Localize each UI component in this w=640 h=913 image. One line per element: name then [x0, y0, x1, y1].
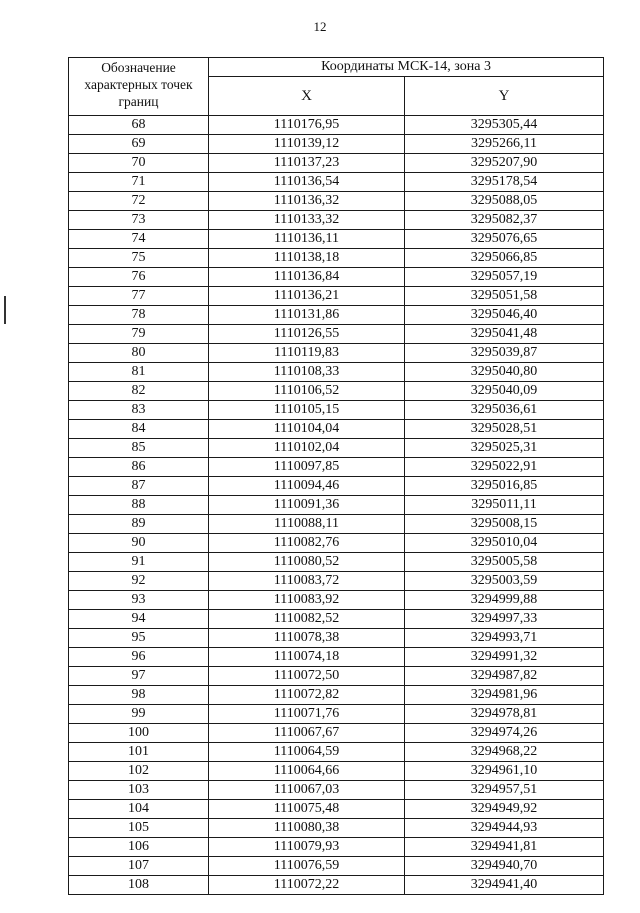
table-row: [69, 420, 604, 439]
point-number-cell: 82: [69, 382, 209, 401]
x-coordinate-cell: 1110136,21: [209, 287, 405, 306]
table-row: [69, 249, 604, 268]
x-coordinate-cell: 1110139,12: [209, 135, 405, 154]
y-coordinate-cell: 3295066,85: [405, 249, 604, 268]
y-coordinate-cell: 3295207,90: [405, 154, 604, 173]
x-coordinate-cell: 1110072,82: [209, 686, 405, 705]
table-row: [69, 534, 604, 553]
point-number-cell: 98: [69, 686, 209, 705]
y-coordinate-cell: 3295010,04: [405, 534, 604, 553]
x-coordinate-cell: 1110094,46: [209, 477, 405, 496]
point-number-cell: 102: [69, 762, 209, 781]
coordinates-table-container: [68, 57, 604, 895]
table-row: [69, 306, 604, 325]
x-coordinate-cell: 1110079,93: [209, 838, 405, 857]
point-number-cell: 68: [69, 116, 209, 135]
x-coordinate-cell: 1110088,11: [209, 515, 405, 534]
header-coordinates-system: Координаты МСК-14, зона 3: [209, 58, 604, 77]
x-coordinate-cell: 1110064,66: [209, 762, 405, 781]
table-row: [69, 857, 604, 876]
header-y: Y: [405, 77, 604, 116]
x-coordinate-cell: 1110133,32: [209, 211, 405, 230]
y-coordinate-cell: 3294941,40: [405, 876, 604, 895]
table-row: [69, 401, 604, 420]
x-coordinate-cell: 1110072,22: [209, 876, 405, 895]
table-row: [69, 762, 604, 781]
point-number-cell: 108: [69, 876, 209, 895]
table-row: [69, 230, 604, 249]
point-number-cell: 78: [69, 306, 209, 325]
table-row: [69, 477, 604, 496]
table-row: [69, 610, 604, 629]
y-coordinate-cell: 3295051,58: [405, 287, 604, 306]
x-coordinate-cell: 1110136,32: [209, 192, 405, 211]
table-row: [69, 876, 604, 895]
y-coordinate-cell: 3294961,10: [405, 762, 604, 781]
point-number-cell: 80: [69, 344, 209, 363]
point-number-cell: 92: [69, 572, 209, 591]
table-row: [69, 496, 604, 515]
table-row: [69, 553, 604, 572]
y-coordinate-cell: 3295039,87: [405, 344, 604, 363]
table-row: [69, 705, 604, 724]
x-coordinate-cell: 1110136,54: [209, 173, 405, 192]
x-coordinate-cell: 1110064,59: [209, 743, 405, 762]
y-coordinate-cell: 3295022,91: [405, 458, 604, 477]
table-row: [69, 648, 604, 667]
x-coordinate-cell: 1110136,84: [209, 268, 405, 287]
y-coordinate-cell: 3295036,61: [405, 401, 604, 420]
point-number-cell: 93: [69, 591, 209, 610]
y-coordinate-cell: 3295005,58: [405, 553, 604, 572]
y-coordinate-cell: 3295028,51: [405, 420, 604, 439]
table-row: [69, 819, 604, 838]
table-row: [69, 724, 604, 743]
y-coordinate-cell: 3295003,59: [405, 572, 604, 591]
coordinates-table-body: [69, 116, 604, 895]
coordinates-table: [68, 57, 604, 895]
x-coordinate-cell: 1110067,67: [209, 724, 405, 743]
x-coordinate-cell: 1110076,59: [209, 857, 405, 876]
x-coordinate-cell: 1110136,11: [209, 230, 405, 249]
table-row: [69, 268, 604, 287]
y-coordinate-cell: 3295040,09: [405, 382, 604, 401]
point-number-cell: 87: [69, 477, 209, 496]
y-coordinate-cell: 3294999,88: [405, 591, 604, 610]
x-coordinate-cell: 1110097,85: [209, 458, 405, 477]
point-number-cell: 105: [69, 819, 209, 838]
y-coordinate-cell: 3295076,65: [405, 230, 604, 249]
table-row: [69, 363, 604, 382]
x-coordinate-cell: 1110106,52: [209, 382, 405, 401]
point-number-cell: 69: [69, 135, 209, 154]
point-number-cell: 91: [69, 553, 209, 572]
y-coordinate-cell: 3295266,11: [405, 135, 604, 154]
y-coordinate-cell: 3294949,92: [405, 800, 604, 819]
page-number: 12: [313, 19, 327, 34]
x-coordinate-cell: 1110176,95: [209, 116, 405, 135]
table-row: [69, 838, 604, 857]
y-coordinate-cell: 3294997,33: [405, 610, 604, 629]
point-number-cell: 95: [69, 629, 209, 648]
table-row: [69, 781, 604, 800]
table-row: [69, 287, 604, 306]
y-coordinate-cell: 3294941,81: [405, 838, 604, 857]
header-point-designation: Обозначение характерных точек границ: [69, 58, 209, 116]
x-coordinate-cell: 1110104,04: [209, 420, 405, 439]
y-coordinate-cell: 3294991,32: [405, 648, 604, 667]
y-coordinate-cell: 3295040,80: [405, 363, 604, 382]
y-coordinate-cell: 3295088,05: [405, 192, 604, 211]
point-number-cell: 100: [69, 724, 209, 743]
point-number-cell: 73: [69, 211, 209, 230]
y-coordinate-cell: 3295178,54: [405, 173, 604, 192]
x-coordinate-cell: 1110138,18: [209, 249, 405, 268]
point-number-cell: 84: [69, 420, 209, 439]
x-coordinate-cell: 1110075,48: [209, 800, 405, 819]
x-coordinate-cell: 1110080,38: [209, 819, 405, 838]
table-row: [69, 154, 604, 173]
table-row: [69, 629, 604, 648]
y-coordinate-cell: 3294993,71: [405, 629, 604, 648]
point-number-cell: 83: [69, 401, 209, 420]
point-number-cell: 107: [69, 857, 209, 876]
table-row: [69, 211, 604, 230]
table-row: [69, 135, 604, 154]
point-number-cell: 104: [69, 800, 209, 819]
x-coordinate-cell: 1110067,03: [209, 781, 405, 800]
point-number-cell: 96: [69, 648, 209, 667]
x-coordinate-cell: 1110131,86: [209, 306, 405, 325]
table-row: [69, 325, 604, 344]
scan-edge-mark: [4, 296, 6, 324]
table-row: [69, 743, 604, 762]
y-coordinate-cell: 3295046,40: [405, 306, 604, 325]
point-number-cell: 103: [69, 781, 209, 800]
point-number-cell: 88: [69, 496, 209, 515]
point-number-cell: 79: [69, 325, 209, 344]
point-number-cell: 76: [69, 268, 209, 287]
table-row: [69, 515, 604, 534]
x-coordinate-cell: 1110080,52: [209, 553, 405, 572]
point-number-cell: 70: [69, 154, 209, 173]
point-number-cell: 97: [69, 667, 209, 686]
point-number-cell: 75: [69, 249, 209, 268]
x-coordinate-cell: 1110071,76: [209, 705, 405, 724]
header-x: X: [209, 77, 405, 116]
x-coordinate-cell: 1110105,15: [209, 401, 405, 420]
table-row: [69, 382, 604, 401]
table-row: [69, 800, 604, 819]
table-row: [69, 667, 604, 686]
x-coordinate-cell: 1110102,04: [209, 439, 405, 458]
point-number-cell: 101: [69, 743, 209, 762]
point-number-cell: 77: [69, 287, 209, 306]
y-coordinate-cell: 3294974,26: [405, 724, 604, 743]
y-coordinate-cell: 3294957,51: [405, 781, 604, 800]
point-number-cell: 106: [69, 838, 209, 857]
table-row: [69, 116, 604, 135]
point-number-cell: 74: [69, 230, 209, 249]
point-number-cell: 89: [69, 515, 209, 534]
x-coordinate-cell: 1110091,36: [209, 496, 405, 515]
x-coordinate-cell: 1110074,18: [209, 648, 405, 667]
x-coordinate-cell: 1110072,50: [209, 667, 405, 686]
point-number-cell: 90: [69, 534, 209, 553]
table-row: [69, 192, 604, 211]
table-row: [69, 173, 604, 192]
y-coordinate-cell: 3294968,22: [405, 743, 604, 762]
y-coordinate-cell: 3294940,70: [405, 857, 604, 876]
x-coordinate-cell: 1110126,55: [209, 325, 405, 344]
point-number-cell: 81: [69, 363, 209, 382]
y-coordinate-cell: 3295057,19: [405, 268, 604, 287]
y-coordinate-cell: 3295025,31: [405, 439, 604, 458]
x-coordinate-cell: 1110119,83: [209, 344, 405, 363]
point-number-cell: 99: [69, 705, 209, 724]
table-row: [69, 686, 604, 705]
x-coordinate-cell: 1110137,23: [209, 154, 405, 173]
x-coordinate-cell: 1110108,33: [209, 363, 405, 382]
point-number-cell: 86: [69, 458, 209, 477]
table-row: [69, 439, 604, 458]
y-coordinate-cell: 3294981,96: [405, 686, 604, 705]
y-coordinate-cell: 3295082,37: [405, 211, 604, 230]
y-coordinate-cell: 3295008,15: [405, 515, 604, 534]
table-row: [69, 344, 604, 363]
y-coordinate-cell: 3295041,48: [405, 325, 604, 344]
table-row: [69, 591, 604, 610]
coordinates-table-header: [69, 58, 604, 116]
point-number-cell: 71: [69, 173, 209, 192]
y-coordinate-cell: 3295305,44: [405, 116, 604, 135]
y-coordinate-cell: 3295016,85: [405, 477, 604, 496]
x-coordinate-cell: 1110083,72: [209, 572, 405, 591]
table-row: [69, 572, 604, 591]
y-coordinate-cell: 3295011,11: [405, 496, 604, 515]
table-row: [69, 458, 604, 477]
x-coordinate-cell: 1110078,38: [209, 629, 405, 648]
y-coordinate-cell: 3294978,81: [405, 705, 604, 724]
x-coordinate-cell: 1110082,76: [209, 534, 405, 553]
x-coordinate-cell: 1110082,52: [209, 610, 405, 629]
point-number-cell: 72: [69, 192, 209, 211]
point-number-cell: 94: [69, 610, 209, 629]
y-coordinate-cell: 3294987,82: [405, 667, 604, 686]
x-coordinate-cell: 1110083,92: [209, 591, 405, 610]
y-coordinate-cell: 3294944,93: [405, 819, 604, 838]
point-number-cell: 85: [69, 439, 209, 458]
